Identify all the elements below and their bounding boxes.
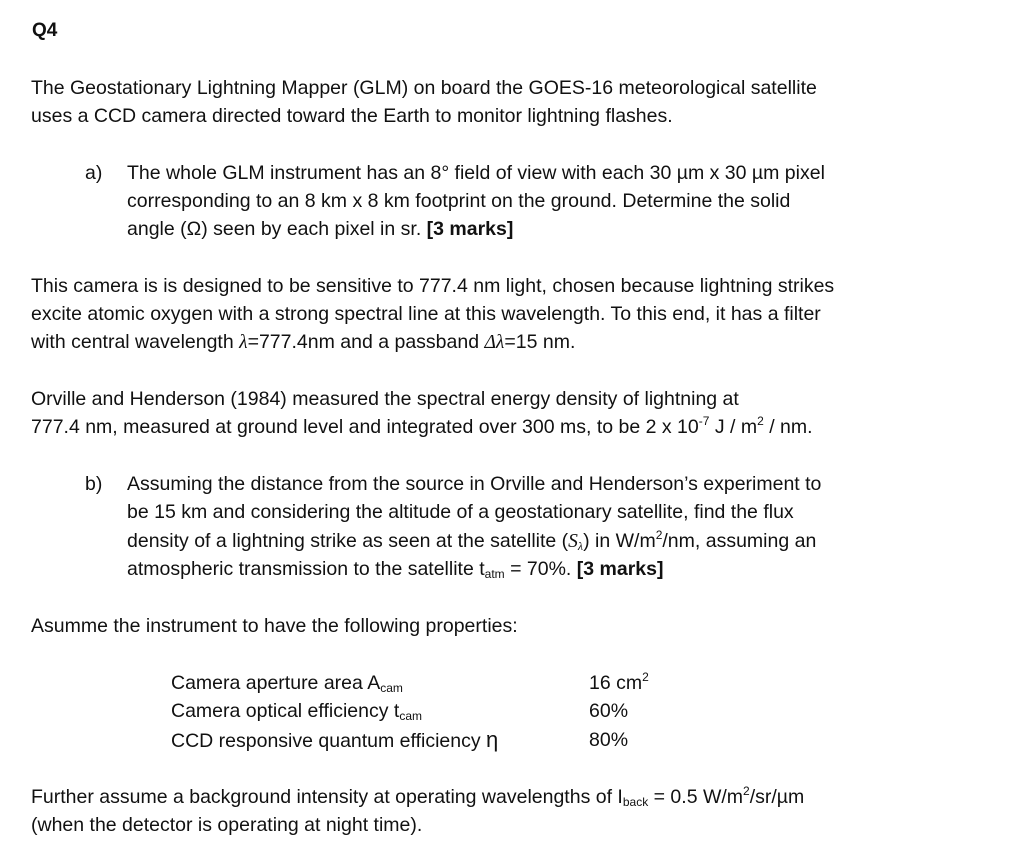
s-subscript: λ bbox=[577, 539, 584, 553]
part-b-line-4 bbox=[127, 557, 663, 581]
background-line-1-post: /sr/µm bbox=[749, 786, 805, 808]
camera-line-2: excite atomic oxygen with a strong spectral line at this wavelength. To this end, it has a filter bbox=[31, 303, 821, 325]
s-symbol: S bbox=[568, 531, 578, 552]
orville-line-2-mid: J / m bbox=[709, 416, 758, 438]
part-b-line-1: Assuming the distance from the source in Orville and Henderson’s experiment to bbox=[127, 473, 822, 495]
orville-line-1: Orville and Henderson (1984) measured the spectral energy density of lightning at bbox=[31, 388, 739, 410]
part-a-line-1: The whole GLM instrument has an 8° field of view with each 30 µm x 30 µm pixel bbox=[127, 162, 825, 184]
part-a-label: a) bbox=[85, 162, 103, 184]
orville-line-2-post: / nm. bbox=[763, 416, 813, 438]
lambda-symbol: λ bbox=[239, 332, 248, 353]
background-square: 2 bbox=[743, 784, 750, 798]
property-label-text: Camera aperture area A bbox=[171, 672, 381, 694]
part-b-line-3-pre: density of a lightning strike as seen at the satellite ( bbox=[127, 530, 569, 552]
orville-square: 2 bbox=[757, 414, 764, 428]
property-label-aperture bbox=[171, 671, 403, 695]
property-value-text: 16 cm bbox=[589, 672, 643, 694]
question-title: Q4 bbox=[32, 20, 58, 41]
part-b-line-4-pre: atmospheric transmission to the satellite t bbox=[127, 558, 485, 580]
orville-line-2 bbox=[31, 415, 813, 439]
part-a-line-3 bbox=[127, 217, 513, 241]
property-value-aperture bbox=[589, 671, 649, 695]
property-label-text: CCD responsive quantum efficiency bbox=[171, 730, 487, 752]
t-atm-subscript: atm bbox=[484, 567, 505, 581]
background-line-1 bbox=[31, 785, 804, 809]
s-lambda-symbol bbox=[568, 531, 583, 552]
camera-line-3-post: =15 nm. bbox=[504, 331, 576, 353]
orville-line-2-pre: 777.4 nm, measured at ground level and integrated over 300 ms, to be 2 x 10 bbox=[31, 416, 699, 438]
part-b-line-3 bbox=[127, 529, 816, 554]
property-value-text: 60% bbox=[589, 700, 629, 722]
background-line-2: (when the detector is operating at night time). bbox=[31, 814, 423, 836]
part-b-square: 2 bbox=[655, 528, 663, 542]
property-label-optical bbox=[171, 699, 422, 723]
property-label-sub: cam bbox=[380, 681, 403, 695]
background-line-1-mid: = 0.5 W/m bbox=[648, 786, 744, 808]
background-line-1-pre: Further assume a background intensity at operating wavelengths of I bbox=[31, 786, 623, 808]
part-b-line-4-post: = 70%. bbox=[504, 558, 577, 580]
background-sub: back bbox=[622, 795, 649, 809]
delta-lambda-symbol: Δλ bbox=[484, 332, 505, 353]
property-value-optical bbox=[589, 699, 628, 723]
part-a-line-3-text: angle (Ω) seen by each pixel in sr. bbox=[127, 218, 427, 240]
property-label-text: Camera optical efficiency t bbox=[171, 700, 400, 722]
property-value-text: 80% bbox=[589, 729, 629, 751]
orville-exponent: -7 bbox=[698, 414, 710, 428]
part-a-marks: [3 marks] bbox=[426, 218, 514, 240]
camera-line-1: This camera is is designed to be sensitive to 777.4 nm light, chosen because lightning strikes bbox=[31, 275, 835, 297]
part-b-line-3-post: /nm, assuming an bbox=[662, 530, 817, 552]
property-label-sub: cam bbox=[399, 709, 422, 723]
camera-line-3-pre: with central wavelength bbox=[31, 331, 240, 353]
part-a-line-2: corresponding to an 8 km x 8 km footprint on the ground. Determine the solid bbox=[127, 190, 791, 212]
part-b-marks: [3 marks] bbox=[576, 558, 664, 580]
property-label-quantum bbox=[171, 728, 498, 753]
part-b-line-3-mid: ) in W/m bbox=[583, 530, 656, 552]
assume-line: Asumme the instrument to have the following properties: bbox=[31, 615, 518, 637]
property-value-quantum bbox=[589, 728, 628, 752]
property-value-sup: 2 bbox=[642, 670, 649, 684]
part-b-line-2: be 15 km and considering the altitude of a geostationary satellite, find the flux bbox=[127, 501, 794, 523]
intro-line-1: The Geostationary Lightning Mapper (GLM) on board the GOES-16 meteorological satellite bbox=[31, 77, 817, 99]
camera-line-3-mid: =777.4nm and a passband bbox=[247, 331, 485, 353]
eta-symbol: η bbox=[486, 727, 499, 752]
intro-line-2: uses a CCD camera directed toward the Earth to monitor lightning flashes. bbox=[31, 105, 673, 127]
camera-line-3 bbox=[31, 330, 575, 355]
part-b-label: b) bbox=[85, 473, 103, 495]
